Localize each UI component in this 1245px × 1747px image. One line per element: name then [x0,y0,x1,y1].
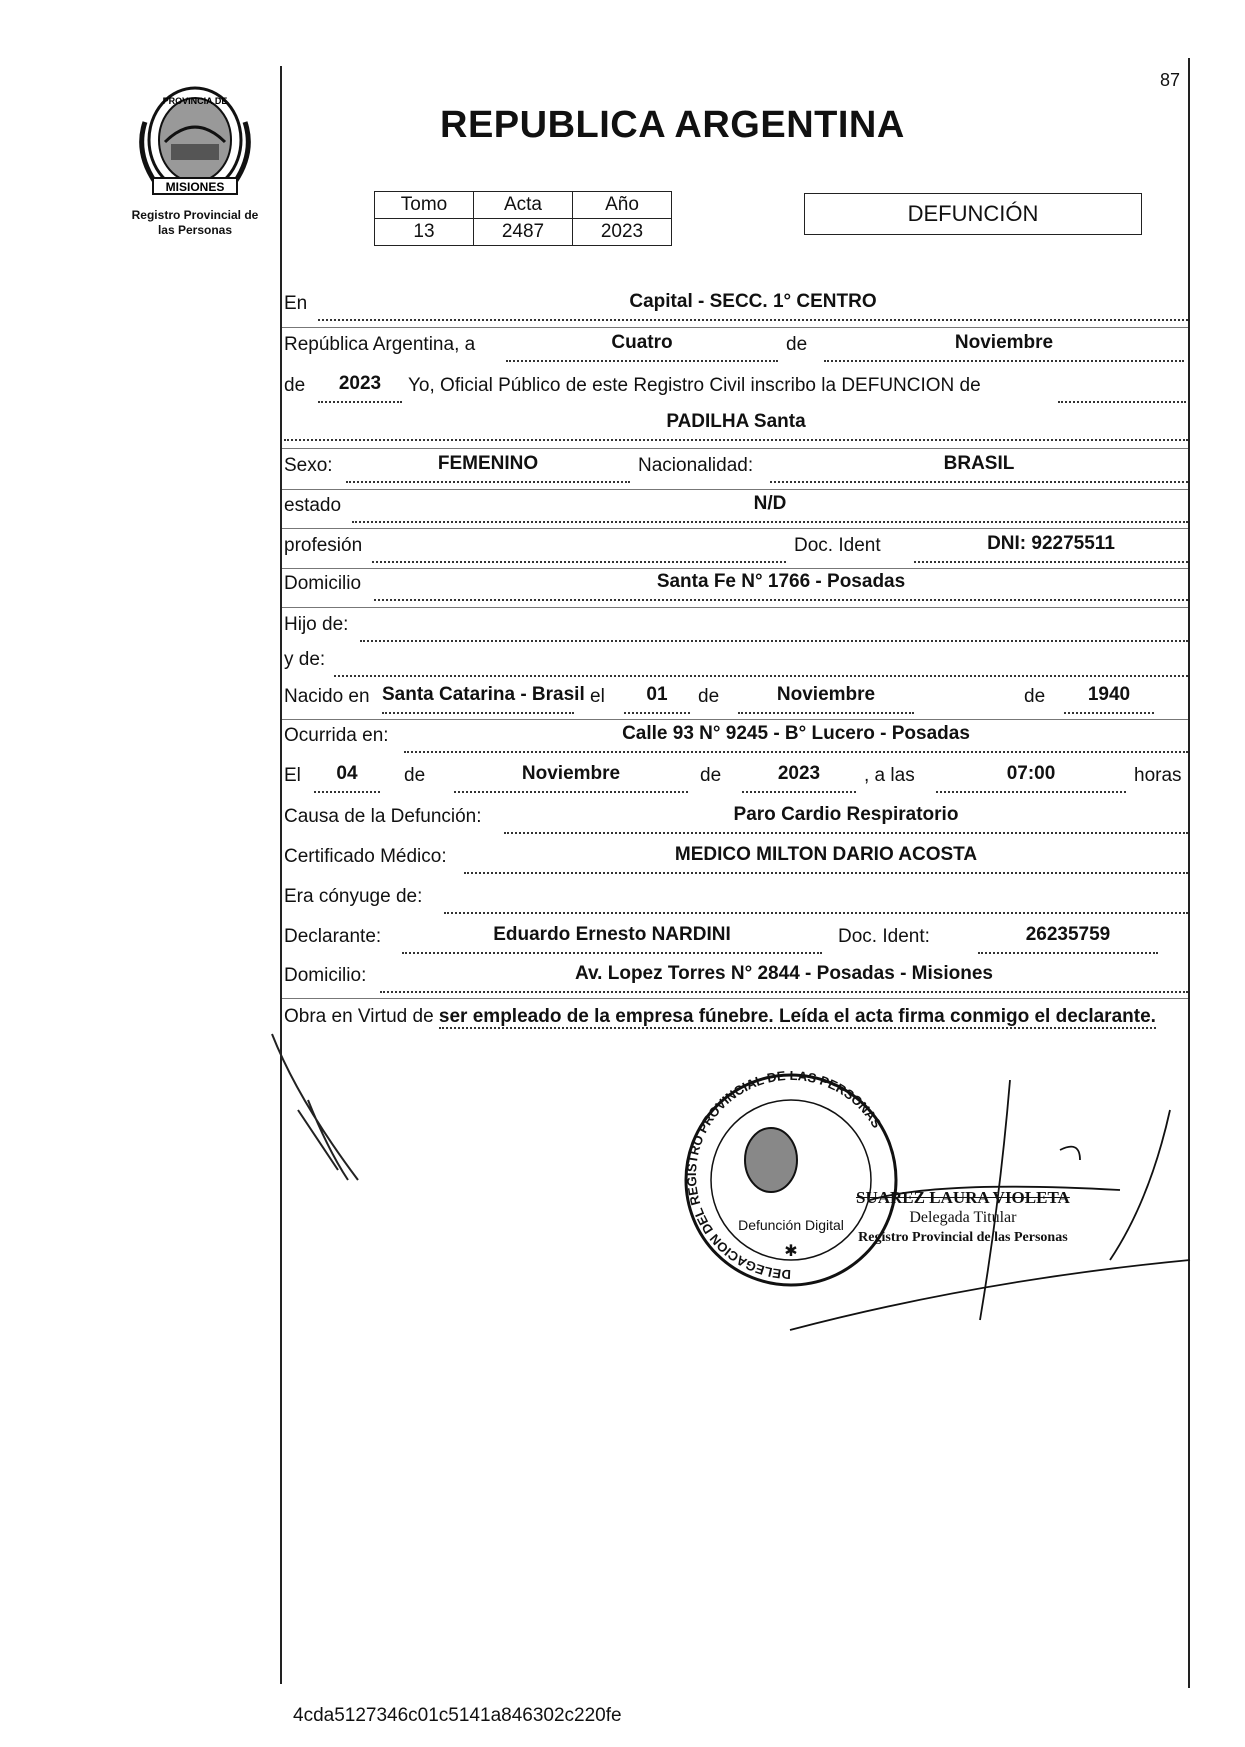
value-conyuge [444,884,1188,914]
right-margin-line [1188,58,1190,1688]
value-nacionalidad: BRASIL [770,453,1188,483]
logo-text-top: PROVINCIA DE [162,96,228,106]
label-declarante: Declarante: [284,926,382,947]
label-domicilio2: Domicilio: [284,965,367,986]
registry-caption-line2: las Personas [157,223,233,237]
tomo-value: 13 [375,219,474,246]
label-sexo: Sexo: [284,455,333,476]
row-profesion [284,535,1184,565]
row-certificado [284,846,1184,876]
row-conyuge [284,886,1184,916]
value-anio: 2023 [318,373,402,403]
label-fecha-de2: de [700,765,722,786]
signatory-role: Delegada Titular [909,1209,1017,1226]
tomo-header: Tomo [375,192,474,219]
label-certificado: Certificado Médico: [284,846,447,867]
value-nombre: PADILHA Santa [284,411,1188,441]
logo-text-bottom: MISIONES [165,180,225,194]
registry-caption [105,208,285,238]
left-margin-line [280,66,282,1684]
document-hash: 4cda5127346c01c5141a846302c220fe [293,1705,622,1726]
value-domicilio: Santa Fe N° 1766 - Posadas [374,571,1188,601]
row-fecha [284,334,1184,364]
label-en: En [284,293,308,314]
stamp-ring-text: DELEGACION DEL REGISTRO PROVINCIAL DE LAS PERSONAS [683,1067,885,1283]
label-hijo-de: Hijo de: [284,614,349,635]
value-certificado: MEDICO MILTON DARIO ACOSTA [464,844,1188,874]
signatory-block [856,1188,1070,1248]
value-hora: 07:00 [936,763,1126,793]
row-fecha-defuncion [284,765,1184,795]
signatory-name: SUAREZ LAURA VIOLETA [856,1188,1070,1207]
label-y-de: y de: [284,649,326,670]
label-causa: Causa de la Defunción: [284,806,482,827]
row-causa [284,806,1184,836]
value-declarante: Eduardo Ernesto NARDINI [402,924,822,954]
record-id-table [374,191,672,246]
row-sexo [284,455,1184,485]
value-lugar: Capital - SECC. 1° CENTRO [318,291,1188,321]
page-number: 87 [1160,70,1181,90]
row-separator [282,448,1188,449]
value-causa: Paro Cardio Respiratorio [504,804,1188,834]
value-obra-virtud: ser empleado de la empresa fúnebre. Leída el acta firma conmigo el declarante. [438,1006,1156,1027]
row-separator [282,568,1188,569]
value-mes: Noviembre [824,332,1184,362]
star-icon: ✱ [784,1243,798,1260]
value-declarante-doc: 26235759 [978,924,1158,954]
label-profesion: profesión [284,535,363,556]
label-obra: Obra en Virtud de [284,1006,434,1027]
label-nacido-de: de [698,686,720,707]
value-nacido-dia: 01 [624,684,690,714]
registry-caption-line1: Registro Provincial de [131,208,259,222]
label-doc-ident: Doc. Ident [794,535,881,556]
value-profesion [372,533,786,563]
row-y-de [284,649,1184,679]
value-nacido-lugar: Santa Catarina - Brasil [382,684,574,714]
row-separator [282,719,1188,720]
value-y-de [334,647,1188,677]
province-coat-of-arms-logo [135,82,255,200]
row-nacido [284,686,1184,716]
label-yo-text: Yo, Oficial Público de este Registro Civil inscribo la DEFUNCION de [408,375,981,396]
label-de-anio: de [284,375,306,396]
row-ocurrida [284,725,1184,755]
row-nombre [284,413,1184,443]
label-fecha-de: de [404,765,426,786]
value-declarante-domicilio: Av. Lopez Torres N° 2844 - Posadas - Misiones [380,963,1188,993]
label-estado: estado [284,495,342,516]
value-dia-texto: Cuatro [506,332,778,362]
label-el: El [284,765,301,786]
label-conyuge: Era cónyuge de: [284,886,423,907]
row-estado [284,495,1184,525]
row-separator [282,489,1188,490]
value-fecha-anio: 2023 [742,763,856,793]
anio-header: Año [573,192,672,219]
anio-value: 2023 [573,219,672,246]
label-doc-ident2: Doc. Ident: [838,926,930,947]
value-doc-ident: DNI: 92275511 [914,533,1188,563]
value-hijo-de [360,612,1188,642]
obra-en-virtud [284,1003,1184,1031]
value-fecha-mes: Noviembre [454,763,688,793]
label-nacido-el: el [590,686,605,707]
value-fecha-dia: 04 [314,763,380,793]
value-estado: N/D [352,493,1188,523]
signatory-office: Registro Provincial de las Personas [858,1230,1068,1245]
acta-value: 2487 [474,219,573,246]
label-nacionalidad: Nacionalidad: [638,455,754,476]
label-nacido-en: Nacido en [284,686,370,707]
row-domicilio2 [284,965,1184,995]
label-domicilio: Domicilio [284,573,362,594]
row-anio [284,375,1184,405]
row-en [284,293,1184,323]
row-separator [282,607,1188,608]
label-horas: horas [1134,765,1182,786]
document-title: REPUBLICA ARGENTINA [440,104,905,146]
value-blank [1058,373,1186,403]
value-nacido-anio: 1940 [1064,684,1154,714]
row-separator [282,998,1188,999]
row-declarante [284,926,1184,956]
stamp-inner-text: Defunción Digital [738,1217,844,1233]
value-sexo: FEMENINO [346,453,630,483]
label-ocurrida-en: Ocurrida en: [284,725,389,746]
row-hijo-de [284,614,1184,644]
label-de: de [786,334,808,355]
label-republica: República Argentina, a [284,334,476,355]
value-nacido-mes: Noviembre [738,684,914,714]
label-nacido-de2: de [1024,686,1046,707]
acta-header: Acta [474,192,573,219]
label-a-las: , a las [864,765,915,786]
row-separator [282,327,1188,328]
pen-stroke-mark [268,1030,368,1190]
row-separator [282,528,1188,529]
document-type-box: DEFUNCIÓN [804,193,1142,235]
row-domicilio [284,573,1184,603]
value-ocurrida-en: Calle 93 N° 9245 - B° Lucero - Posadas [404,723,1188,753]
